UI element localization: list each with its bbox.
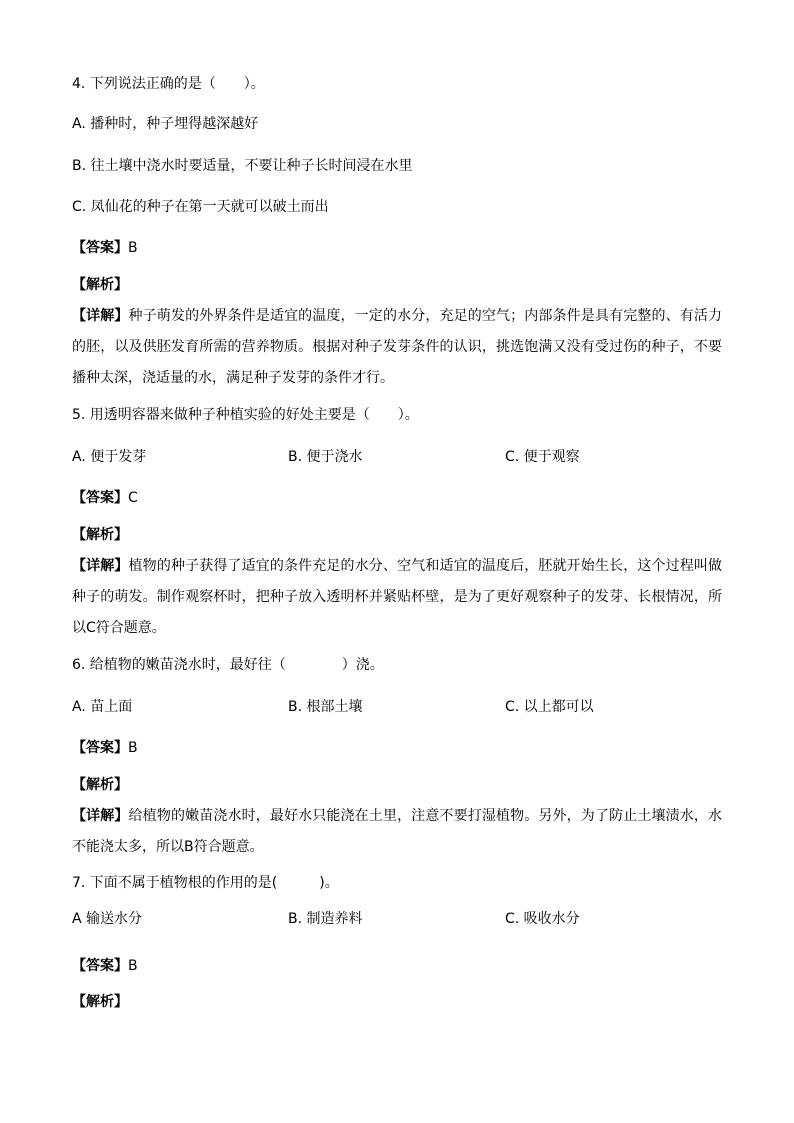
question-7-option-a: A 输送水分 xyxy=(72,911,143,927)
question-6-analysis xyxy=(72,775,128,795)
detail-text: 给植物的嫩苗浇水时，最好水只能浇在土里，注意不要打湿植物。另外，为了防止土壤渍水，水不能浇太多，所以B符合题意。 xyxy=(72,808,723,855)
question-4-option-b: B. 往土壤中浇水时要适量，不要让种子长时间浸在水里 xyxy=(72,158,413,174)
detail-tag: 【详解】 xyxy=(72,308,129,324)
detail-text: 种子萌发的外界条件是适宜的温度，一定的水分，充足的空气；内部条件是具有完整的、有活力的胚，以及供胚发育所需的营养物质。根据对种子发芽条件的认识，挑选饱满又没有受过伤的种子，不要播种太深，浇适量的水，满足种子发芽的条件才行。 xyxy=(72,308,723,386)
answer-value: C xyxy=(128,490,138,506)
question-5-detail xyxy=(72,551,722,644)
question-7-analysis xyxy=(72,992,128,1012)
question-6-stem: 6. 给植物的嫩苗浇水时，最好往（ ）浇。 xyxy=(72,657,384,673)
question-4-detail xyxy=(72,301,722,394)
answer-value: B xyxy=(128,240,138,256)
question-5-stem: 5. 用透明容器来做种子种植实验的好处主要是（ ）。 xyxy=(72,407,419,423)
question-4-option-a: A. 播种时，种子埋得越深越好 xyxy=(72,116,259,132)
question-5-option-b: B. 便于浇水 xyxy=(288,449,363,465)
question-4-stem: 4. 下列说法正确的是（ ）。 xyxy=(72,76,265,92)
answer-value: B xyxy=(128,958,138,974)
question-7-stem: 7. 下面不属于植物根的作用的是( )。 xyxy=(72,875,339,891)
question-4-option-c: C. 凤仙花的种子在第一天就可以破土而出 xyxy=(72,199,329,215)
question-5-option-c: C. 便于观察 xyxy=(505,449,580,465)
question-4-analysis xyxy=(72,275,128,295)
question-6-answer xyxy=(72,738,138,758)
question-6-option-b: B. 根部土壤 xyxy=(288,699,363,715)
answer-tag: 【答案】 xyxy=(72,958,128,974)
question-5-analysis xyxy=(72,525,128,545)
answer-tag: 【答案】 xyxy=(72,240,128,256)
analysis-tag: 【解析】 xyxy=(72,994,128,1010)
analysis-tag: 【解析】 xyxy=(72,777,128,793)
question-6-detail xyxy=(72,801,722,863)
question-5-answer xyxy=(72,488,138,508)
answer-tag: 【答案】 xyxy=(72,740,128,756)
question-7-option-b: B. 制造养料 xyxy=(288,911,363,927)
analysis-tag: 【解析】 xyxy=(72,277,128,293)
question-4-answer xyxy=(72,238,138,258)
question-6-option-a: A. 苗上面 xyxy=(72,699,133,715)
question-6-option-c: C. 以上都可以 xyxy=(505,699,594,715)
detail-text: 植物的种子获得了适宜的条件充足的水分、空气和适宜的温度后，胚就开始生长，这个过程叫做种子的萌发。制作观察杯时，把种子放入透明杯并紧贴杯壁，是为了更好观察种子的发芽、长根情况，所以C符合题意。 xyxy=(72,558,723,636)
question-7-option-c: C. 吸收水分 xyxy=(505,911,580,927)
analysis-tag: 【解析】 xyxy=(72,527,128,543)
answer-tag: 【答案】 xyxy=(72,490,128,506)
detail-tag: 【详解】 xyxy=(72,808,129,824)
question-7-answer xyxy=(72,956,138,976)
answer-value: B xyxy=(128,740,138,756)
detail-tag: 【详解】 xyxy=(72,558,129,574)
question-5-option-a: A. 便于发芽 xyxy=(72,449,147,465)
